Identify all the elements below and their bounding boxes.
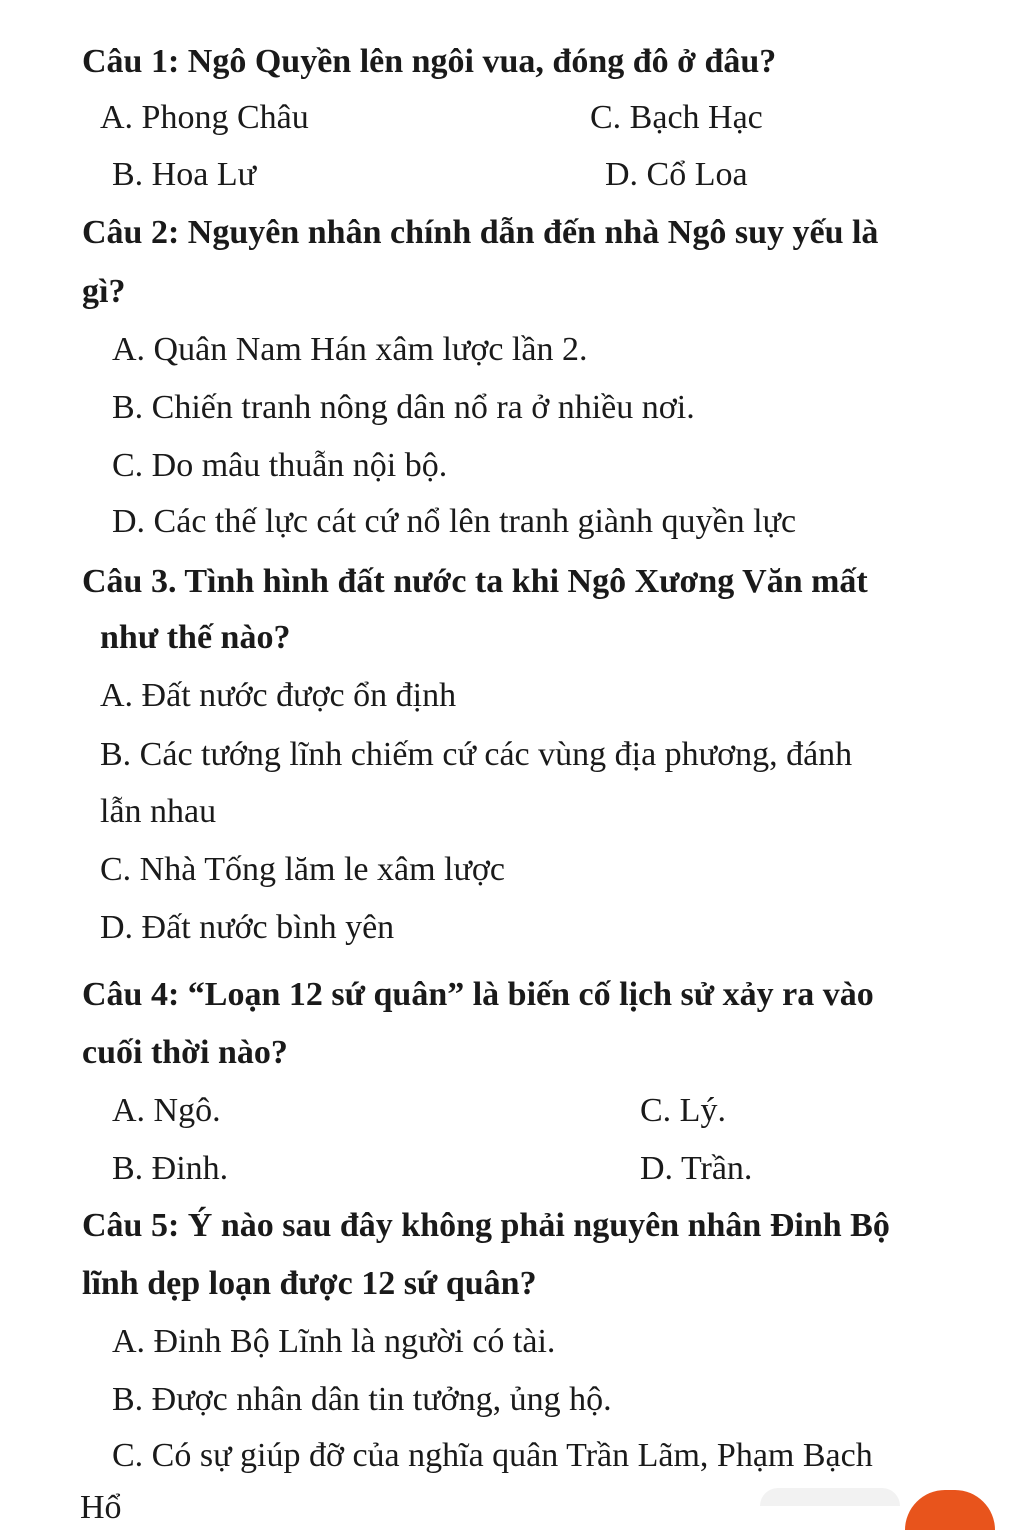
question-3-option-c: C. Nhà Tống lăm le xâm lược — [100, 851, 505, 888]
question-5-option-c-continuation — [80, 1484, 122, 1526]
question-2-option-b: B. Chiến tranh nông dân nổ ra ở nhiều nơi. — [112, 389, 695, 426]
question-2-stem-line-2: gì? — [82, 273, 126, 310]
question-5-stem-line-2: lĩnh dẹp loạn được 12 sứ quân? — [82, 1265, 537, 1302]
question-5-option-b: B. Được nhân dân tin tưởng, ủng hộ. — [112, 1381, 612, 1418]
question-1-option-c: C. Bạch Hạc — [590, 99, 763, 136]
question-5-option-c-continuation-text: Hổ — [80, 1489, 122, 1526]
question-2-option-a: A. Quân Nam Hán xâm lược lần 2. — [112, 331, 588, 368]
question-4-stem-line-1: Câu 4: “Loạn 12 sứ quân” là biến cố lịch sử xảy ra vào — [82, 976, 874, 1013]
question-3-option-a: A. Đất nước được ổn định — [100, 677, 457, 714]
question-2-stem-line-1: Câu 2: Nguyên nhân chính dẫn đến nhà Ngô suy yếu là — [82, 214, 879, 251]
question-1-option-a: A. Phong Châu — [100, 99, 309, 136]
question-4-option-b: B. Đinh. — [112, 1150, 229, 1187]
question-5-option-c: C. Có sự giúp đỡ của nghĩa quân Trần Lãm, Phạm Bạch — [112, 1437, 873, 1474]
question-3-stem-line-2: như thế nào? — [100, 619, 291, 656]
question-4-option-c: C. Lý. — [640, 1092, 726, 1129]
question-1-stem: Câu 1: Ngô Quyền lên ngôi vua, đóng đô ở đâu? — [82, 43, 777, 80]
question-1-option-d: D. Cổ Loa — [605, 156, 748, 193]
page-edge-shadow — [760, 1488, 900, 1506]
question-5-option-a: A. Đinh Bộ Lĩnh là người có tài. — [112, 1323, 556, 1360]
question-2-option-d: D. Các thế lực cát cứ nổ lên tranh giành quyền lực — [112, 503, 797, 540]
question-5-stem-line-1: Câu 5: Ý nào sau đây không phải nguyên nhân Đinh Bộ — [82, 1207, 890, 1244]
question-4-option-d: D. Trần. — [640, 1150, 753, 1187]
floating-action-button[interactable] — [905, 1490, 995, 1530]
question-2-option-c: C. Do mâu thuẫn nội bộ. — [112, 447, 448, 484]
question-1-option-b: B. Hoa Lư — [112, 156, 257, 193]
question-3-option-b-line-2: lẫn nhau — [100, 793, 217, 830]
question-4-stem-line-2: cuối thời nào? — [82, 1034, 288, 1071]
question-3-option-b-line-1: B. Các tướng lĩnh chiếm cứ các vùng địa phương, đánh — [100, 736, 853, 773]
question-3-stem-line-1: Câu 3. Tình hình đất nước ta khi Ngô Xương Văn mất — [82, 563, 868, 600]
question-4-option-a: A. Ngô. — [112, 1092, 221, 1129]
question-3-option-d: D. Đất nước bình yên — [100, 909, 395, 946]
